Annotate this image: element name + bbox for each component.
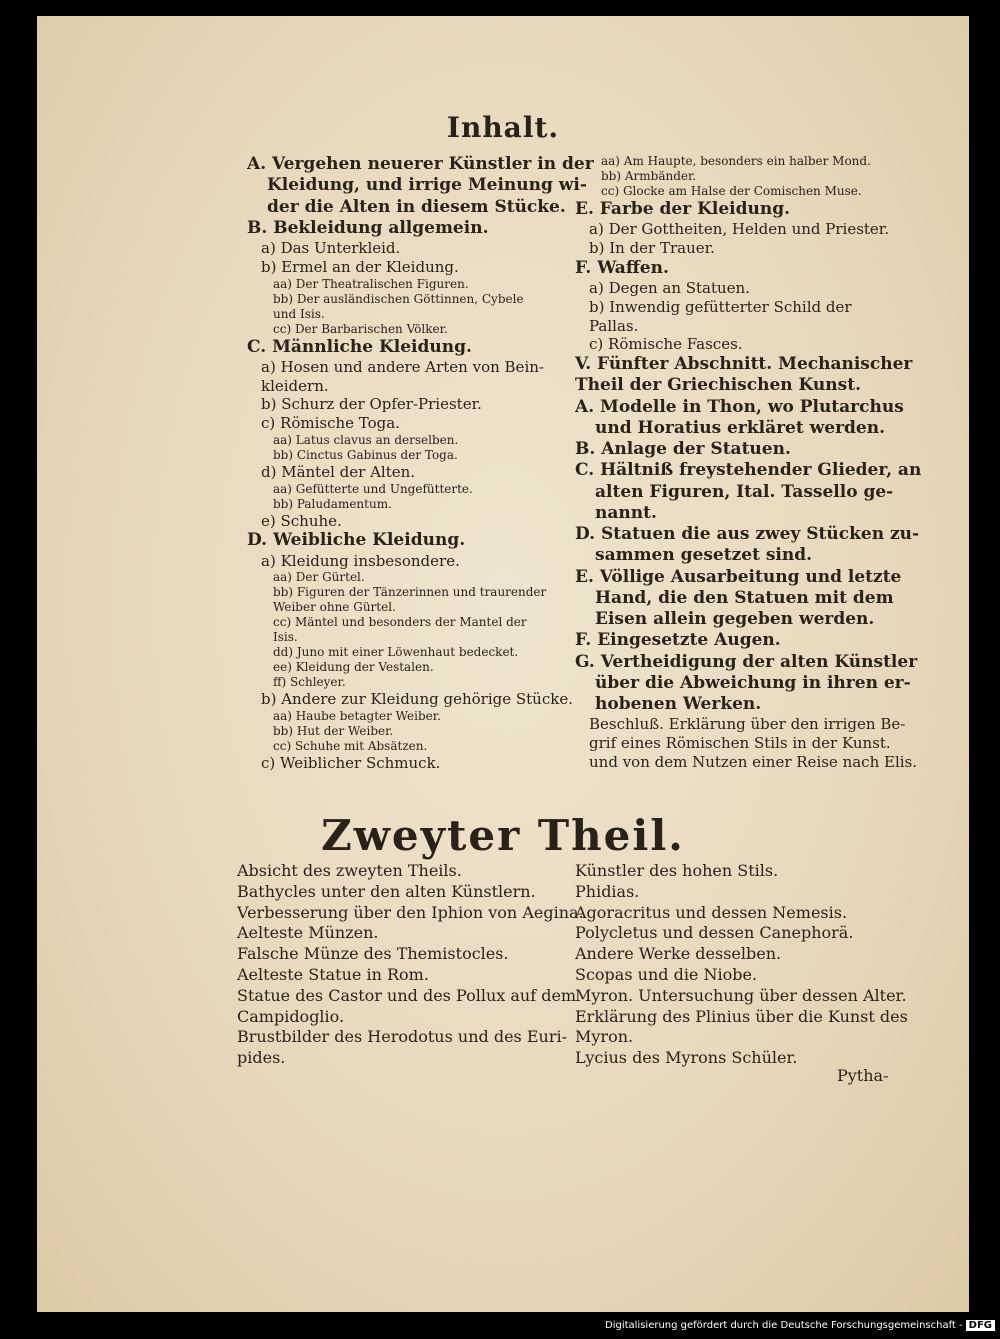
section-entry: Bathycles unter den alten Künstlern. [237,881,536,901]
section-entry: Absicht des zweyten Theils. [237,861,462,880]
toc-entry: bb) Figuren der Tänzerinnen und traurender [273,585,547,600]
toc-entry: aa) Gefütterte und Ungefütterte. [273,481,473,496]
part-title: Zweyter Theil. [321,811,685,860]
section-entry: Verbesserung über den Iphion von Aegina. [237,902,584,922]
toc-entry: C. Männliche Kleidung. [247,336,472,357]
section-entry: Agoracritus und dessen Nemesis. [575,902,848,922]
toc-entry: c) Römische Toga. [261,414,400,432]
toc-entry: a) Hosen und andere Arten von Bein- [261,357,544,376]
toc-entry: b) Schurz der Opfer-Priester. [261,395,482,414]
toc-entry: bb) Hut der Weiber. [273,724,394,738]
toc-entry: E. Farbe der Kleidung. [575,199,791,219]
section-entry: Aelteste Statue in Rom. [237,964,429,984]
toc-entry: sammen gesetzet sind. [595,545,813,566]
part-right-column [575,861,937,1069]
toc-entry: F. Waffen. [575,257,669,278]
toc-entry: b) Inwendig gefütterter Schild der [589,297,852,316]
toc-entry: d) Mäntel der Alten. [261,462,416,481]
toc-entry: nannt. [595,502,657,523]
toc-entry: c) Weiblicher Schmuck. [261,754,441,772]
toc-entry: C. Hältniß freystehender Glieder, an [575,460,922,481]
toc-entry: E. Völlige Ausarbeitung und letzte [575,566,902,587]
toc-entry: aa) Der Theatralischen Figuren. [273,276,469,291]
toc-entry: alten Figuren, Ital. Tassello ge- [595,481,894,502]
toc-entry: aa) Latus clavus an derselben. [273,432,459,447]
catchword: Pytha- [837,1066,889,1085]
toc-entry: Theil der Griechischen Kunst. [575,375,861,396]
toc-entry: b) Andere zur Kleidung gehörige Stücke. [261,690,573,709]
toc-entry: G. Vertheidigung der alten Künstler [575,651,918,672]
toc-entry: V. Fünfter Abschnitt. Mechanischer [575,354,913,374]
section-entry: Myron. Untersuchung über dessen Alter. [575,985,907,1005]
toc-entry: Isis. [273,630,298,645]
toc-entry: cc) Mäntel und besonders der Mantel der [273,615,527,630]
toc-entry: Eisen allein gegeben werden. [595,609,875,629]
toc-entry: a) Der Gottheiten, Helden und Priester. [589,220,890,239]
section-entry: Künstler des hohen Stils. [575,861,779,880]
toc-entry: aa) Der Gürtel. [273,570,365,585]
toc-entry: ff) Schleyer. [273,675,346,690]
section-entry: Phidias. [575,881,640,901]
footer-credit [605,1320,992,1337]
toc-entry: a) Kleidung insbesondere. [261,551,460,570]
toc-entry: A. Vergehen neuerer Künstler in der [247,154,594,174]
toc-entry: bb) Armbänder. [601,169,697,183]
toc-entry: bb) Paludamentum. [273,496,392,511]
toc-entry: ee) Kleidung der Vestalen. [273,660,434,675]
toc-entry: und Horatius erkläret werden. [595,417,886,438]
toc-entry: b) Ermel an der Kleidung. [261,257,459,276]
toc-entry: a) Das Unterkleid. [261,239,401,257]
toc-entry: e) Schuhe. [261,511,342,530]
toc-entry: Weiber ohne Gürtel. [273,600,396,615]
contents-left-column [247,154,594,773]
toc-entry: bb) Cinctus Gabinus der Toga. [273,447,458,462]
toc-entry: cc) Glocke am Halse der Comischen Muse. [601,184,862,198]
section-entry: Polycletus und dessen Canephorä. [575,923,854,943]
page-title: Inhalt. [446,111,560,144]
toc-entry: a) Degen an Statuen. [589,279,750,297]
toc-entry: bb) Der ausländischen Göttinnen, Cybele [273,291,524,306]
toc-entry: hobenen Werken. [595,694,762,714]
section-entry: Brustbilder des Herodotus und des Euri- [237,1027,567,1047]
toc-entry: Beschluß. Erklärung über den irrigen Be- [589,715,906,734]
toc-entry: D. Weibliche Kleidung. [247,530,466,551]
toc-entry: cc) Schuhe mit Absätzen. [273,739,428,753]
section-entry: Lycius des Myrons Schüler. [575,1048,798,1068]
toc-entry: kleidern. [261,376,329,395]
toc-entry: grif eines Römischen Stils in der Kunst. [589,734,891,752]
section-entry: Falsche Münze des Themistocles. [237,944,509,964]
section-entry: Myron. [575,1027,634,1047]
toc-entry: über die Abweichung in ihren er- [595,672,911,693]
toc-entry: Kleidung, und irrige Meinung wi- [267,175,587,196]
toc-entry: c) Römische Fasces. [589,335,743,354]
section-entry: Campidoglio. [237,1006,345,1026]
section-entry: Statue des Castor und des Pollux auf dem [237,985,577,1005]
toc-entry: A. Modelle in Thon, wo Plutarchus [575,396,904,417]
footer-text: Digitalisierung gefördert durch die Deutsche Forschungsgemeinschaft - [605,1320,963,1331]
section-entry: Scopas und die Niobe. [575,964,758,984]
toc-entry: aa) Am Haupte, besonders ein halber Mond. [601,154,871,168]
section-entry: Aelteste Münzen. [237,923,379,943]
toc-entry: cc) Der Barbarischen Völker. [273,321,448,336]
part-left-column [237,861,584,1069]
toc-entry: Pallas. [589,316,639,335]
toc-entry: Hand, die den Statuen mit dem [595,587,894,608]
toc-entry: b) In der Trauer. [589,239,715,257]
section-entry: pides. [237,1048,286,1068]
toc-entry: B. Bekleidung allgemein. [247,217,489,238]
scanned-page [37,16,969,1312]
toc-entry: F. Eingesetzte Augen. [575,630,781,651]
toc-entry: und Isis. [273,306,325,321]
toc-entry: B. Anlage der Statuen. [575,439,791,459]
toc-entry: dd) Juno mit einer Löwenhaut bedecket. [273,645,519,660]
toc-entry: der die Alten in diesem Stücke. [267,196,566,217]
section-entry: Andere Werke desselben. [575,944,782,964]
toc-entry: D. Statuen die aus zwey Stücken zu- [575,524,920,544]
section-entry: Erklärung des Plinius über die Kunst des [575,1006,908,1026]
toc-entry: und von dem Nutzen einer Reise nach Elis. [589,752,918,771]
toc-entry: aa) Haube betagter Weiber. [273,709,441,723]
contents-right-column [575,154,937,772]
dfg-logo: DFG [966,1320,995,1331]
